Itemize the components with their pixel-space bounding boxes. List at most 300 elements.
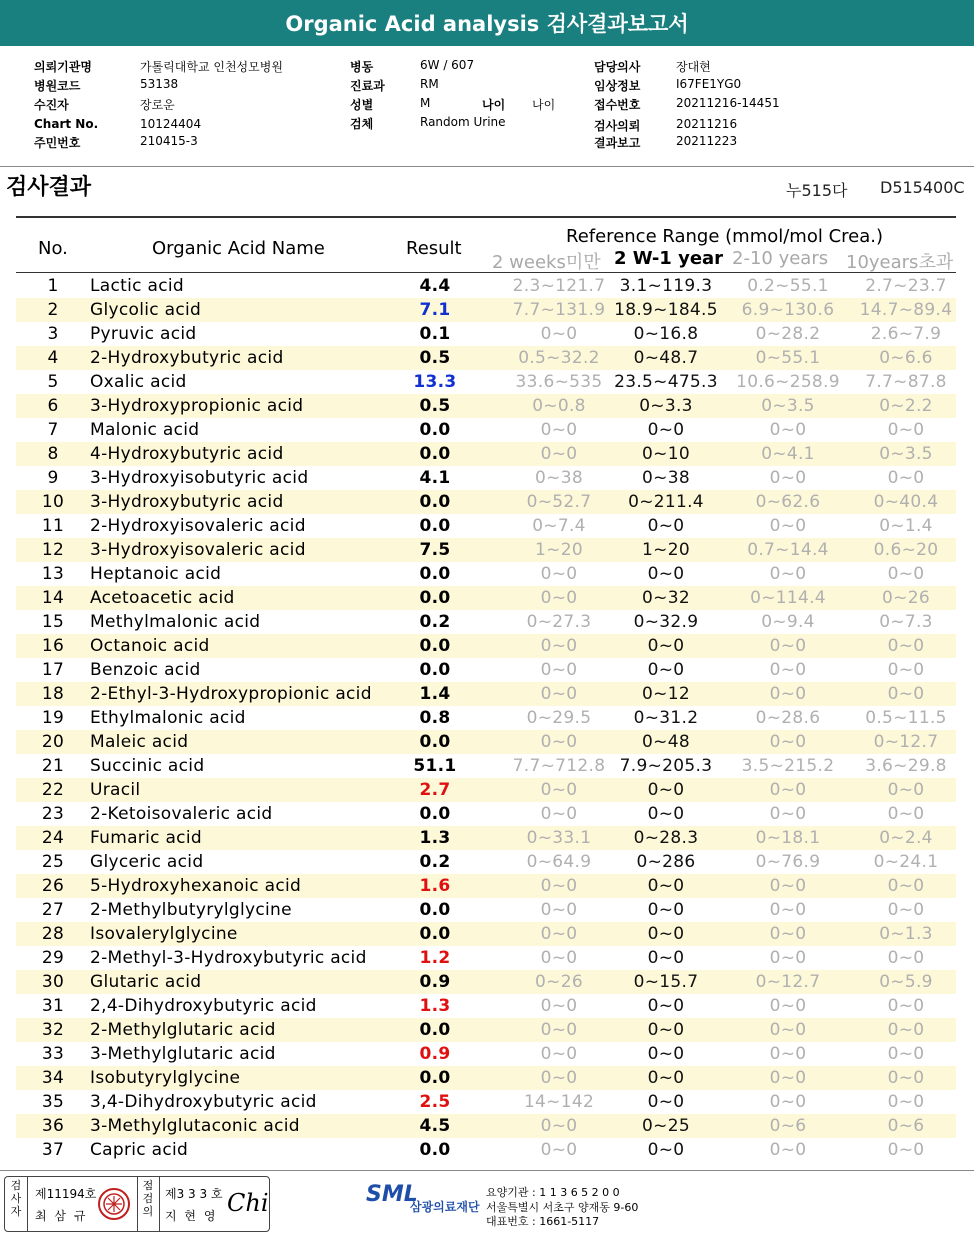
cell-no: 21 (41, 756, 65, 776)
value-ward: 6W / 607 (420, 58, 475, 72)
cell-range-under-2w: 0~7.4 (532, 516, 586, 536)
cell-acid-name: Isovalerylglycine (90, 924, 238, 944)
label-patient: 수진자 (34, 98, 69, 112)
cell-range-under-2w: 0~64.9 (526, 852, 592, 872)
cell-range-2-10y: 0~0 (769, 804, 807, 824)
cell-range-2w-1y: 0~286 (636, 852, 696, 872)
cell-range-under-2w: 0.5~32.2 (518, 348, 600, 368)
cell-result: 1.3 (419, 828, 451, 848)
value-age: 나이 (532, 98, 556, 112)
cell-range-under-2w: 33.6~535 (515, 372, 603, 392)
cell-no: 37 (41, 1140, 65, 1160)
table-row (16, 898, 956, 922)
table-row (16, 994, 956, 1018)
cell-range-under-2w: 0~33.1 (526, 828, 592, 848)
value-clinical-info: I67FE1YG0 (676, 77, 742, 91)
cell-range-over-10y: 0~12.7 (873, 732, 939, 752)
cell-range-2w-1y: 3.1~119.3 (619, 276, 713, 296)
table-row (16, 850, 956, 874)
cell-range-under-2w: 0~0 (540, 876, 578, 896)
signature-box (4, 1176, 270, 1232)
table-row (16, 490, 956, 514)
cell-no: 18 (41, 684, 65, 704)
cell-result: 0.9 (419, 972, 451, 992)
cell-result: 51.1 (413, 756, 457, 776)
cell-result: 0.0 (419, 564, 451, 584)
cell-acid-name: 2-Hydroxyisovaleric acid (90, 516, 306, 536)
cell-result: 0.2 (419, 852, 451, 872)
cell-range-under-2w: 0~52.7 (526, 492, 592, 512)
cell-range-2-10y: 0~0 (769, 1068, 807, 1088)
address: 서울특별시 서초구 양재동 9-60 (486, 1201, 639, 1214)
cell-acid-name: Acetoacetic acid (90, 588, 235, 608)
cell-range-2-10y: 0~0 (769, 636, 807, 656)
cell-range-under-2w: 0~0 (540, 444, 578, 464)
table-row (16, 298, 956, 322)
cell-range-2w-1y: 0~0 (647, 780, 685, 800)
table-row (16, 658, 956, 682)
cell-range-over-10y: 0~0 (887, 1092, 925, 1112)
cell-range-2w-1y: 0~16.8 (633, 324, 699, 344)
table-row (16, 730, 956, 754)
cell-range-2-10y: 0~3.5 (761, 396, 815, 416)
cell-result: 0.5 (419, 396, 451, 416)
label-result-report: 결과보고 (594, 136, 641, 150)
cell-acid-name: Uracil (90, 780, 141, 800)
cell-range-over-10y: 0~40.4 (873, 492, 939, 512)
label-sex: 성별 (350, 98, 374, 112)
cell-acid-name: 2-Ketoisovaleric acid (90, 804, 273, 824)
table-row (16, 466, 956, 490)
cell-acid-name: Pyruvic acid (90, 324, 197, 344)
cell-range-2-10y: 0~6 (769, 1116, 807, 1136)
results-table-body (16, 274, 956, 1162)
cell-range-2w-1y: 0~0 (647, 1020, 685, 1040)
section-title: 검사결과 (6, 175, 92, 200)
cell-range-over-10y: 7.7~87.8 (865, 372, 947, 392)
cell-range-2w-1y: 0~31.2 (633, 708, 699, 728)
cell-acid-name: Fumaric acid (90, 828, 202, 848)
header-age-under-2w: 2 weeks미만 (492, 252, 601, 273)
cell-acid-name: Benzoic acid (90, 660, 201, 680)
cell-result: 0.0 (419, 804, 451, 824)
cell-range-under-2w: 0~0 (540, 732, 578, 752)
cell-result: 13.3 (413, 372, 457, 392)
cell-range-over-10y: 0~0 (887, 780, 925, 800)
cell-range-2w-1y: 0~0 (647, 1044, 685, 1064)
cell-no: 3 (47, 324, 59, 344)
cell-range-2-10y: 0~0 (769, 660, 807, 680)
cell-range-2-10y: 0~62.6 (755, 492, 821, 512)
cell-result: 0.9 (419, 1044, 451, 1064)
table-row (16, 418, 956, 442)
cell-no: 16 (41, 636, 65, 656)
table-row (16, 970, 956, 994)
code-korean: 누515다 (786, 181, 848, 200)
red-seal-icon (97, 1187, 131, 1221)
cell-acid-name: Oxalic acid (90, 372, 187, 392)
phone-number: 대표번호 : 1661-5117 (486, 1215, 600, 1228)
table-top-rule (16, 216, 956, 218)
value-test-request: 20211216 (676, 117, 738, 131)
cell-range-2-10y: 0~0 (769, 1092, 807, 1112)
cell-result: 0.0 (419, 1068, 451, 1088)
table-row (16, 874, 956, 898)
cell-range-2w-1y: 0~32 (642, 588, 690, 608)
report-title-banner (0, 0, 974, 46)
cell-no: 33 (41, 1044, 65, 1064)
cell-range-over-10y: 0~7.3 (879, 612, 933, 632)
cell-range-under-2w: 0~0 (540, 996, 578, 1016)
cell-no: 36 (41, 1116, 65, 1136)
cell-range-under-2w: 0~29.5 (526, 708, 592, 728)
header-no: No. (38, 238, 68, 259)
cell-range-over-10y: 0.6~20 (873, 540, 939, 560)
cell-range-2w-1y: 0~12 (642, 684, 690, 704)
cell-range-2w-1y: 0~0 (647, 924, 685, 944)
cell-no: 17 (41, 660, 65, 680)
cell-range-over-10y: 0~0 (887, 1140, 925, 1160)
cell-acid-name: Methylmalonic acid (90, 612, 261, 632)
cell-range-2-10y: 0~18.1 (755, 828, 821, 848)
code-test: D515400C (880, 178, 965, 197)
cell-range-under-2w: 0~0 (540, 1116, 578, 1136)
cell-range-2w-1y: 0~10 (642, 444, 690, 464)
table-row (16, 1042, 956, 1066)
cell-range-under-2w: 0~0 (540, 924, 578, 944)
table-row (16, 346, 956, 370)
cell-range-2w-1y: 0~48.7 (633, 348, 699, 368)
table-row (16, 634, 956, 658)
cell-range-2-10y: 0~0 (769, 1044, 807, 1064)
sml-logo-sub: 삼광의료재단 (410, 1200, 480, 1214)
cell-range-under-2w: 7.7~131.9 (512, 300, 606, 320)
cell-range-over-10y: 0~0 (887, 564, 925, 584)
cell-acid-name: 2,4-Dihydroxybutyric acid (90, 996, 317, 1016)
cell-range-2w-1y: 0~0 (647, 516, 685, 536)
cell-range-over-10y: 0~0 (887, 636, 925, 656)
cell-result: 0.1 (419, 324, 451, 344)
cell-acid-name: 2-Ethyl-3-Hydroxypropionic acid (90, 684, 372, 704)
cell-range-over-10y: 0~5.9 (879, 972, 933, 992)
cell-no: 27 (41, 900, 65, 920)
cell-range-under-2w: 0~0 (540, 780, 578, 800)
cell-result: 0.2 (419, 612, 451, 632)
cell-range-over-10y: 0~0 (887, 660, 925, 680)
label-receipt-no: 접수번호 (594, 98, 641, 112)
cell-range-under-2w: 0~0 (540, 1068, 578, 1088)
cell-no: 7 (47, 420, 59, 440)
cell-result: 0.0 (419, 636, 451, 656)
table-bottom-rule (0, 1170, 974, 1171)
value-hospital-code: 53138 (140, 77, 179, 91)
value-receipt-no: 20211216-14451 (676, 96, 780, 110)
label-doctor: 담당의사 (594, 60, 641, 74)
cell-range-over-10y: 0~6 (887, 1116, 925, 1136)
cell-result: 1.6 (419, 876, 451, 896)
table-row (16, 1018, 956, 1042)
cell-result: 0.0 (419, 660, 451, 680)
cell-range-2w-1y: 0~0 (647, 804, 685, 824)
cell-result: 0.0 (419, 924, 451, 944)
cell-result: 0.0 (419, 732, 451, 752)
cell-range-2-10y: 0~28.6 (755, 708, 821, 728)
cell-range-under-2w: 0~0 (540, 1140, 578, 1160)
cell-range-over-10y: 0~0 (887, 468, 925, 488)
cell-no: 1 (47, 276, 59, 296)
cell-range-over-10y: 2.6~7.9 (870, 324, 942, 344)
cell-no: 24 (41, 828, 65, 848)
cell-range-over-10y: 3.6~29.8 (865, 756, 947, 776)
table-row (16, 394, 956, 418)
label-department: 진료과 (350, 79, 385, 93)
cell-range-over-10y: 0~3.5 (879, 444, 933, 464)
cell-range-under-2w: 7.7~712.8 (512, 756, 606, 776)
cell-range-2-10y: 0~12.7 (755, 972, 821, 992)
cell-range-over-10y: 0~26 (882, 588, 930, 608)
cell-range-under-2w: 0~0 (540, 948, 578, 968)
cell-result: 7.5 (419, 540, 451, 560)
cell-range-under-2w: 0~0 (540, 588, 578, 608)
cell-result: 4.5 (419, 1116, 451, 1136)
table-row (16, 802, 956, 826)
cell-range-over-10y: 0.5~11.5 (865, 708, 947, 728)
cell-acid-name: Glyceric acid (90, 852, 204, 872)
cell-acid-name: 3-Methylglutaconic acid (90, 1116, 300, 1136)
value-chart-no: 10124404 (140, 117, 202, 131)
cell-result: 4.4 (419, 276, 451, 296)
report-footer (0, 1172, 974, 1238)
table-header-rule (16, 272, 956, 273)
cell-acid-name: 3-Hydroxypropionic acid (90, 396, 304, 416)
value-resident-no: 210415-3 (140, 134, 198, 148)
label-resident-no: 주민번호 (34, 136, 81, 150)
cell-no: 23 (41, 804, 65, 824)
label-ward: 병동 (350, 60, 374, 74)
cell-range-over-10y: 0~0 (887, 1020, 925, 1040)
cell-acid-name: 3-Hydroxyisobutyric acid (90, 468, 309, 488)
cell-range-under-2w: 2.3~121.7 (512, 276, 606, 296)
cell-range-over-10y: 0~24.1 (873, 852, 939, 872)
cell-range-2-10y: 0~76.9 (755, 852, 821, 872)
cell-no: 15 (41, 612, 65, 632)
cell-range-over-10y: 0~2.4 (879, 828, 933, 848)
tester-name: 최 삼 규 (35, 1209, 88, 1223)
cell-no: 10 (41, 492, 65, 512)
cell-acid-name: 2-Methylglutaric acid (90, 1020, 276, 1040)
table-row (16, 706, 956, 730)
cell-no: 12 (41, 540, 65, 560)
cell-result: 2.5 (419, 1092, 451, 1112)
cell-range-2w-1y: 0~0 (647, 660, 685, 680)
cell-no: 29 (41, 948, 65, 968)
cell-acid-name: 3-Methylglutaric acid (90, 1044, 276, 1064)
header-age-2w-1y: 2 W-1 year (614, 248, 724, 269)
table-row (16, 946, 956, 970)
cell-range-over-10y: 0~0 (887, 996, 925, 1016)
institution-code: 요양기관 : 1 1 3 6 5 2 0 0 (486, 1186, 620, 1199)
label-institution: 의뢰기관명 (34, 60, 92, 74)
cell-no: 22 (41, 780, 65, 800)
cell-result: 0.0 (419, 900, 451, 920)
cell-range-2w-1y: 0~25 (642, 1116, 690, 1136)
cell-range-2-10y: 0~0 (769, 1020, 807, 1040)
value-result-report: 20211223 (676, 134, 738, 148)
table-row (16, 1114, 956, 1138)
cell-range-2w-1y: 0~28.3 (633, 828, 699, 848)
cell-range-2-10y: 0~0 (769, 1140, 807, 1160)
cell-range-2w-1y: 0~0 (647, 996, 685, 1016)
cell-no: 2 (47, 300, 59, 320)
cell-range-under-2w: 0~0 (540, 1020, 578, 1040)
cell-result: 0.0 (419, 1020, 451, 1040)
cell-no: 30 (41, 972, 65, 992)
cell-acid-name: 2-Methyl-3-Hydroxybutyric acid (90, 948, 367, 968)
cell-range-2w-1y: 0~0 (647, 420, 685, 440)
cell-result: 4.1 (419, 468, 451, 488)
table-row (16, 538, 956, 562)
cell-range-2w-1y: 0~15.7 (633, 972, 699, 992)
cell-no: 9 (47, 468, 59, 488)
cell-range-2-10y: 0~114.4 (750, 588, 826, 608)
cell-result: 0.0 (419, 444, 451, 464)
cell-range-2-10y: 0~0 (769, 516, 807, 536)
cell-range-2-10y: 0~9.4 (761, 612, 815, 632)
cell-range-2-10y: 0~0 (769, 684, 807, 704)
cell-no: 32 (41, 1020, 65, 1040)
cell-range-2-10y: 0~0 (769, 948, 807, 968)
cell-range-over-10y: 0~1.3 (879, 924, 933, 944)
cell-range-under-2w: 1~20 (535, 540, 583, 560)
reviewer-signature: Chi (227, 1189, 269, 1217)
header-age-2-10y: 2-10 years (732, 248, 829, 269)
cell-range-2-10y: 0~0 (769, 780, 807, 800)
value-sex: M (420, 96, 431, 110)
cell-result: 0.8 (419, 708, 451, 728)
cell-range-2w-1y: 0~3.3 (639, 396, 693, 416)
cell-range-over-10y: 0~6.6 (879, 348, 933, 368)
reviewer-label: 점검의 (142, 1179, 154, 1218)
cell-range-2w-1y: 0~0 (647, 948, 685, 968)
label-hospital-code: 병원코드 (34, 79, 81, 93)
cell-range-2-10y: 0~0 (769, 468, 807, 488)
header-name: Organic Acid Name (152, 238, 325, 259)
cell-acid-name: 4-Hydroxybutyric acid (90, 444, 284, 464)
cell-acid-name: Maleic acid (90, 732, 189, 752)
table-row (16, 562, 956, 586)
cell-no: 31 (41, 996, 65, 1016)
cell-range-over-10y: 0~0 (887, 948, 925, 968)
cell-acid-name: 2-Hydroxybutyric acid (90, 348, 284, 368)
label-age: 나이 (482, 98, 506, 112)
cell-range-2-10y: 6.9~130.6 (741, 300, 835, 320)
cell-no: 25 (41, 852, 65, 872)
cell-no: 13 (41, 564, 65, 584)
cell-no: 14 (41, 588, 65, 608)
cell-result: 0.0 (419, 516, 451, 536)
label-clinical-info: 임상정보 (594, 79, 641, 93)
cell-no: 8 (47, 444, 59, 464)
cell-result: 1.3 (419, 996, 451, 1016)
cell-range-under-2w: 0~0 (540, 1044, 578, 1064)
table-row (16, 1066, 956, 1090)
cell-acid-name: Isobutyrylglycine (90, 1068, 241, 1088)
table-row (16, 682, 956, 706)
table-row (16, 1138, 956, 1162)
cell-range-2-10y: 0~55.1 (755, 348, 821, 368)
cell-range-over-10y: 0~0 (887, 684, 925, 704)
cell-range-under-2w: 0~0 (540, 324, 578, 344)
cell-range-2-10y: 3.5~215.2 (741, 756, 835, 776)
cell-acid-name: Lactic acid (90, 276, 184, 296)
table-row (16, 370, 956, 394)
header-age-over-10y: 10years초과 (846, 252, 954, 273)
cell-range-under-2w: 0~26 (535, 972, 583, 992)
table-row (16, 322, 956, 346)
cell-range-under-2w: 0~0 (540, 636, 578, 656)
table-row (16, 442, 956, 466)
tester-license: 제11194호 (35, 1187, 97, 1201)
cell-result: 2.7 (419, 780, 451, 800)
cell-range-2-10y: 0~0 (769, 996, 807, 1016)
table-row (16, 754, 956, 778)
cell-result: 0.0 (419, 1140, 451, 1160)
cell-acid-name: Succinic acid (90, 756, 205, 776)
table-row (16, 778, 956, 802)
value-doctor: 장대현 (676, 60, 711, 74)
cell-range-2w-1y: 0~0 (647, 564, 685, 584)
cell-range-2w-1y: 1~20 (642, 540, 690, 560)
cell-no: 20 (41, 732, 65, 752)
cell-no: 11 (41, 516, 65, 536)
cell-range-under-2w: 0~0 (540, 684, 578, 704)
sml-logo: SML (366, 1182, 418, 1207)
cell-no: 35 (41, 1092, 65, 1112)
cell-result: 7.1 (419, 300, 451, 320)
cell-range-over-10y: 0~0 (887, 420, 925, 440)
tester-label: 검사자 (10, 1179, 22, 1218)
cell-range-2w-1y: 0~48 (642, 732, 690, 752)
table-row (16, 586, 956, 610)
cell-acid-name: Glycolic acid (90, 300, 202, 320)
cell-range-2w-1y: 0~0 (647, 1140, 685, 1160)
cell-range-2-10y: 0~0 (769, 876, 807, 896)
cell-range-over-10y: 0~0 (887, 1068, 925, 1088)
report-title: Organic Acid analysis 검사결과보고서 (285, 12, 689, 36)
reviewer-name: 지 현 영 (165, 1209, 218, 1223)
cell-range-2-10y: 0~0 (769, 420, 807, 440)
value-patient: 장로운 (140, 98, 175, 112)
cell-range-under-2w: 0~27.3 (526, 612, 592, 632)
cell-range-2-10y: 10.6~258.9 (736, 372, 840, 392)
cell-range-over-10y: 2.7~23.7 (865, 276, 947, 296)
cell-range-under-2w: 0~0 (540, 564, 578, 584)
cell-acid-name: 3-Hydroxybutyric acid (90, 492, 284, 512)
cell-range-2-10y: 0.7~14.4 (747, 540, 829, 560)
cell-range-2-10y: 0~0 (769, 564, 807, 584)
cell-result: 0.0 (419, 420, 451, 440)
cell-range-2-10y: 0.2~55.1 (747, 276, 829, 296)
cell-range-2-10y: 0~0 (769, 900, 807, 920)
cell-result: 0.0 (419, 588, 451, 608)
cell-no: 6 (47, 396, 59, 416)
value-specimen: Random Urine (420, 115, 506, 129)
header-result: Result (406, 238, 462, 259)
table-row (16, 274, 956, 298)
cell-range-2w-1y: 0~0 (647, 900, 685, 920)
cell-acid-name: Ethylmalonic acid (90, 708, 246, 728)
cell-range-2w-1y: 18.9~184.5 (614, 300, 718, 320)
